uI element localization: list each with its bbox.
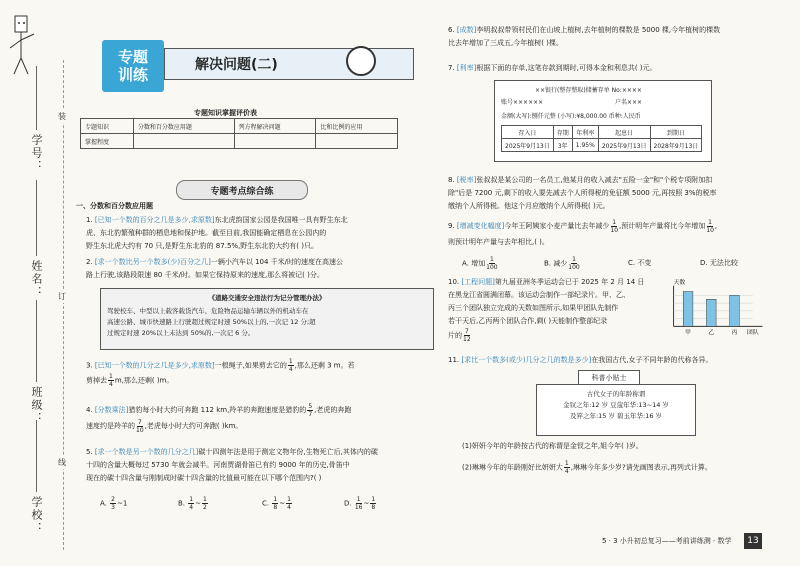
bar-yi bbox=[706, 299, 716, 326]
page-title: 解决问题(二) bbox=[164, 48, 414, 80]
question-11: 11. [求比一个数多(或少)几分之几的数是多少]在我国古代,女子不同年龄的代称各异。 bbox=[448, 356, 713, 364]
deposit-slip: ××银行(整存整取)储蓄存单 No:×××× 账号×××××× 户名××× 金额(大写):捌仟元整 (小写):¥8,000.00 币种:人民币 存入日 存期 年利率 起息日 到期日 2025年9月13日 3年 1.95% 2025年9月13日 2028年9月13日 bbox=[494, 80, 712, 162]
table-row: 2025年9月13日 3年 1.95% 2025年9月13日 2028年9月13日 bbox=[502, 139, 702, 152]
question-1: 1. [已知一个数的百分之几是多少,求原数]东北虎韵国家公园是我国唯一具有野生东北 虎、东北豹繁殖种群的栖息地和保护地。截至目前,我国能确定栖息在公园内的 野生东北虎大约有 70 只,是野生东北豹的 87.5%,野生东北豹大约有( )只。 bbox=[86, 216, 348, 250]
table-header-cell: 专题知识 bbox=[81, 119, 134, 134]
binding-mark: 装 bbox=[58, 112, 66, 121]
tick-label: 乙 bbox=[708, 330, 715, 336]
student-id-line bbox=[36, 66, 37, 130]
binding-mark: 线 bbox=[58, 458, 66, 467]
cut-line bbox=[63, 60, 64, 550]
team-days-chart bbox=[664, 278, 774, 336]
question-6: 6. [成数]李明叔叔带领村民们在山坡上植树,去年植树的棵数是 5000 棵,今年植树的棵数 比去年增加了三成五,今年植树( )棵。 bbox=[448, 26, 721, 47]
tick-label: 丙 bbox=[731, 330, 738, 336]
choice-b[interactable]: B. $\frac{1}{4}$ ~ $\frac{1}{2}$ bbox=[178, 496, 207, 511]
table-row: 存入日 存期 年利率 起息日 到期日 bbox=[502, 126, 702, 139]
choice-d[interactable]: D. $\frac{1}{16}$ ~ $\frac{1}{8}$ bbox=[344, 496, 376, 511]
question-3: 3. [已知一个数的几分之几是多少,求原数]一根绳子,如果剪去它的 $\frac{1}{4}$ ,那么还剩 3 m。若 剪掉去 $\frac{1}{4}$ m,那么还剩( )m。 bbox=[86, 358, 355, 388]
choice-b[interactable]: B. 减少 $\frac{1}{100}$ bbox=[544, 256, 580, 271]
binding-gutter bbox=[0, 0, 70, 566]
chart-title: 天数 bbox=[673, 279, 686, 286]
question-5: 5. [求一个数是另一个数的几分之几]碳十四测年法是用于测定文物年份,生物死亡后,其体内的碳 十四的含量大概每过 5730 年就会减半。河南贾湖骨笛已有约 9000 年的历史,骨笛中 现在的碳十四含量与刚制成时碳十四含量的比值最可能在以下哪个范围内?( ) bbox=[86, 448, 378, 482]
school-line bbox=[36, 420, 37, 492]
table-cell[interactable] bbox=[316, 134, 398, 149]
choice-c[interactable]: C. 不变 bbox=[628, 259, 652, 267]
choice-a[interactable]: A. $\frac{2}{3}$ ~1 bbox=[100, 496, 128, 511]
section-heading: 一、分数和百分数应用题 bbox=[76, 202, 153, 210]
choice-d[interactable]: D. 无法比较 bbox=[700, 259, 738, 267]
tips-header: 科普小贴士 bbox=[578, 370, 640, 386]
table-header-cell: 列方程解决问题 bbox=[234, 119, 316, 134]
fraction: $\frac{1}{4}$ bbox=[288, 358, 293, 373]
tips-box: 古代女子的年龄称谓 金钗之年:12 岁 豆蔻年华:13~14 岁 及笄之年:15 岁 碧玉年华:16 岁 bbox=[536, 384, 696, 436]
question-4: 4. [分数乘法]猎豹每小时大约可奔跑 112 km,羚羊的奔跑速度是猎豹的 $\frac{5}{7}$ ,老虎的奔跑 速度约是羚羊的 $\frac{7}{10}$ ,老虎每小时大约可奔跑( )km。 bbox=[86, 402, 352, 434]
question-10: 10. [工程问题]第九届亚洲冬季运动会已于 2025 年 2 月 14 日 在黑龙江省圆满闭幕。该运动会制作一部纪录片。甲、乙、 丙三个团队独立完成的天数如图所示,如果甲团队先制作 若干天后,乙丙两个团队合作,剩( )天能制作整部纪录 片的 $\frac{7}{12}$ bbox=[448, 278, 645, 343]
question-8: 8. [税率]张叔叔是某公司的一名员工,他某月的收入减去"五险一金"和"个税专项附加扣 除"后是 7200 元,剩下的收入要先减去个人所得税的免征额 5000 元,再按照 3%的税率 缴纳个人所得税。他这个月应缴纳个人所得税( )元。 bbox=[448, 176, 717, 210]
question-9: 9. [增减变化幅度]今年王阿姨家小麦产量比去年减少 $\frac{1}{10}$ ,预计明年产量将比今年增加 $\frac{1}{10}$ , 则预计明年产量与去年相比,( )。 bbox=[448, 218, 718, 246]
binding-mark: 订 bbox=[58, 292, 66, 301]
tick-label: 甲 bbox=[685, 330, 691, 336]
table-header-cell: 比和比例的应用 bbox=[316, 119, 398, 134]
student-id-label: 学号： bbox=[30, 134, 43, 173]
student-name-label: 姓名： bbox=[30, 260, 43, 299]
choice-c[interactable]: C. $\frac{1}{8}$ ~ $\frac{1}{4}$ bbox=[262, 496, 291, 511]
class-line bbox=[36, 300, 37, 382]
question-11-part-2: (2)琳琳今年的年龄刚好比妍妍大 $\frac{1}{4}$ ,琳琳今年多少岁?请先画图表示,再列式计算。 bbox=[462, 460, 712, 475]
fraction: $\frac{7}{10}$ bbox=[136, 418, 144, 434]
footer-text: 5 · 3 小升初总复习——考前讲练测 · 数学 bbox=[602, 537, 732, 545]
table-header-cell: 分数和百分数应用题 bbox=[133, 119, 234, 134]
fraction: $\frac{5}{7}$ bbox=[308, 402, 313, 418]
school-label: 学校： bbox=[30, 496, 43, 535]
eval-table bbox=[80, 118, 398, 149]
question-7: 7. [利率]根据下面的存单,这笔存款到期时,可得本金和利息共( )元。 bbox=[448, 64, 657, 72]
student-name-line bbox=[36, 180, 37, 256]
question-11-part-1: (1)妍妍今年的年龄按古代的称谓是金钗之年,姐今年( )岁。 bbox=[462, 442, 643, 450]
cartoon-figure-icon bbox=[6, 14, 36, 78]
bar-bing bbox=[730, 295, 740, 326]
alarm-clock-icon bbox=[346, 46, 376, 76]
fraction: $\frac{1}{4}$ bbox=[109, 373, 113, 388]
table-row bbox=[81, 134, 398, 149]
deposit-table bbox=[501, 125, 702, 152]
table-cell: 掌握程度 bbox=[81, 134, 134, 149]
page-number: 13 bbox=[744, 533, 762, 549]
class-label: 班级： bbox=[30, 386, 43, 425]
eval-table-title: 专题知识掌握评价表 bbox=[194, 109, 257, 117]
regulation-box: 《道路交通安全违法行为记分管理办法》 驾驶校车、中型以上载客载货汽车、危险物品运输车辆以外的机动车在 高速公路、城市快速路上行驶超过规定时速 50%以上的,一次记 12 分;超 过规定时速 20%以上未达到 50%的,一次记 6 分。 bbox=[100, 288, 434, 350]
section-badge: 专题考点综合练 bbox=[176, 180, 308, 200]
question-2: 2. [求一个数比另一个数多(少)百分之几]一辆小汽车以 104 千米/时的速度在高速公 路上行驶,该路段限速 80 千米/时。如果它保持原来的速度,那么将被记( )分。 bbox=[86, 258, 344, 279]
tick-label: 团队 bbox=[747, 330, 759, 336]
bar-jia bbox=[683, 292, 693, 327]
table-cell[interactable] bbox=[234, 134, 316, 149]
table-row bbox=[81, 119, 398, 134]
choice-a[interactable]: A. 增加 $\frac{1}{100}$ bbox=[462, 256, 498, 271]
table-cell[interactable] bbox=[133, 134, 234, 149]
topic-banner: 专题 训练 bbox=[102, 40, 164, 92]
